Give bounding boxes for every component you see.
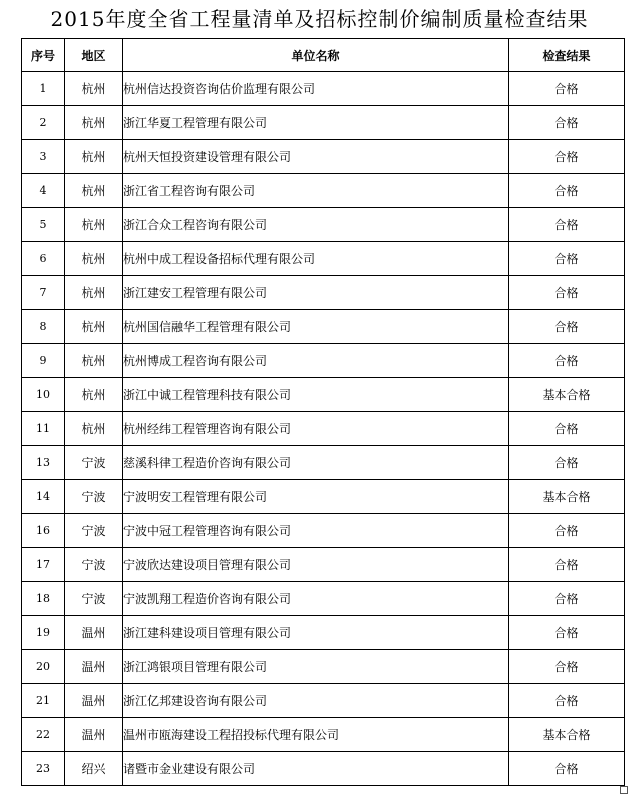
seq-cell: 21	[22, 684, 65, 718]
result-cell: 合格	[509, 616, 625, 650]
result-cell: 基本合格	[509, 718, 625, 752]
seq-cell: 16	[22, 514, 65, 548]
page-corner-marker	[620, 786, 628, 794]
company-name-cell: 浙江建安工程管理有限公司	[123, 276, 509, 310]
company-name-cell: 浙江建科建设项目管理有限公司	[123, 616, 509, 650]
result-cell: 合格	[509, 650, 625, 684]
seq-cell: 11	[22, 412, 65, 446]
region-cell: 宁波	[65, 514, 123, 548]
company-name-cell: 杭州经纬工程管理咨询有限公司	[123, 412, 509, 446]
region-cell: 杭州	[65, 310, 123, 344]
region-cell: 杭州	[65, 412, 123, 446]
region-cell: 杭州	[65, 72, 123, 106]
seq-cell: 18	[22, 582, 65, 616]
result-cell: 合格	[509, 140, 625, 174]
table-row	[22, 412, 625, 446]
header-seq: 序号	[22, 39, 65, 72]
seq-cell: 6	[22, 242, 65, 276]
header-region: 地区	[65, 39, 123, 72]
seq-cell: 2	[22, 106, 65, 140]
result-cell: 合格	[509, 446, 625, 480]
inspection-results-table	[21, 38, 625, 786]
seq-cell: 14	[22, 480, 65, 514]
company-name-cell: 杭州国信融华工程管理有限公司	[123, 310, 509, 344]
company-name-cell: 宁波凯翔工程造价咨询有限公司	[123, 582, 509, 616]
seq-cell: 7	[22, 276, 65, 310]
table-row	[22, 548, 625, 582]
result-cell: 合格	[509, 684, 625, 718]
result-cell: 合格	[509, 412, 625, 446]
seq-cell: 5	[22, 208, 65, 242]
company-name-cell: 杭州天恒投资建设管理有限公司	[123, 140, 509, 174]
company-name-cell: 杭州信达投资咨询估价监理有限公司	[123, 72, 509, 106]
result-cell: 合格	[509, 310, 625, 344]
company-name-cell: 浙江中诚工程管理科技有限公司	[123, 378, 509, 412]
company-name-cell: 诸暨市金业建设有限公司	[123, 752, 509, 786]
table-row	[22, 242, 625, 276]
region-cell: 杭州	[65, 344, 123, 378]
region-cell: 宁波	[65, 548, 123, 582]
table-row	[22, 106, 625, 140]
table-header-row	[22, 39, 625, 72]
table-row	[22, 514, 625, 548]
seq-cell: 9	[22, 344, 65, 378]
table-row	[22, 344, 625, 378]
result-cell: 合格	[509, 276, 625, 310]
result-cell: 合格	[509, 174, 625, 208]
table-row	[22, 310, 625, 344]
result-cell: 合格	[509, 208, 625, 242]
company-name-cell: 浙江鸿银项目管理有限公司	[123, 650, 509, 684]
region-cell: 杭州	[65, 208, 123, 242]
company-name-cell: 温州市瓯海建设工程招投标代理有限公司	[123, 718, 509, 752]
table-row	[22, 72, 625, 106]
seq-cell: 13	[22, 446, 65, 480]
seq-cell: 17	[22, 548, 65, 582]
company-name-cell: 宁波明安工程管理有限公司	[123, 480, 509, 514]
region-cell: 杭州	[65, 140, 123, 174]
table-row	[22, 582, 625, 616]
seq-cell: 19	[22, 616, 65, 650]
region-cell: 宁波	[65, 582, 123, 616]
region-cell: 宁波	[65, 446, 123, 480]
table-row	[22, 174, 625, 208]
result-cell: 合格	[509, 72, 625, 106]
region-cell: 杭州	[65, 378, 123, 412]
region-cell: 杭州	[65, 174, 123, 208]
region-cell: 杭州	[65, 106, 123, 140]
company-name-cell: 杭州中成工程设备招标代理有限公司	[123, 242, 509, 276]
result-cell: 合格	[509, 242, 625, 276]
result-cell: 合格	[509, 514, 625, 548]
region-cell: 绍兴	[65, 752, 123, 786]
table-row	[22, 446, 625, 480]
result-cell: 基本合格	[509, 480, 625, 514]
company-name-cell: 浙江合众工程咨询有限公司	[123, 208, 509, 242]
result-cell: 合格	[509, 548, 625, 582]
region-cell: 温州	[65, 616, 123, 650]
table-row	[22, 276, 625, 310]
table-row	[22, 378, 625, 412]
result-cell: 合格	[509, 344, 625, 378]
seq-cell: 8	[22, 310, 65, 344]
table-row	[22, 650, 625, 684]
seq-cell: 22	[22, 718, 65, 752]
company-name-cell: 慈溪科律工程造价咨询有限公司	[123, 446, 509, 480]
result-cell: 合格	[509, 582, 625, 616]
table-row	[22, 718, 625, 752]
result-cell: 合格	[509, 106, 625, 140]
table-body	[22, 72, 625, 786]
seq-cell: 4	[22, 174, 65, 208]
company-name-cell: 浙江省工程咨询有限公司	[123, 174, 509, 208]
company-name-cell: 浙江华夏工程管理有限公司	[123, 106, 509, 140]
seq-cell: 23	[22, 752, 65, 786]
document-title: 2015年度全省工程量清单及招标控制价编制质量检查结果	[50, 7, 589, 31]
region-cell: 杭州	[65, 276, 123, 310]
table-row	[22, 616, 625, 650]
table-row	[22, 208, 625, 242]
result-cell: 合格	[509, 752, 625, 786]
region-cell: 宁波	[65, 480, 123, 514]
region-cell: 温州	[65, 650, 123, 684]
table-row	[22, 752, 625, 786]
company-name-cell: 浙江亿邦建设咨询有限公司	[123, 684, 509, 718]
header-company-name: 单位名称	[123, 39, 509, 72]
result-cell: 基本合格	[509, 378, 625, 412]
table-row	[22, 684, 625, 718]
company-name-cell: 杭州博成工程咨询有限公司	[123, 344, 509, 378]
seq-cell: 20	[22, 650, 65, 684]
seq-cell: 10	[22, 378, 65, 412]
seq-cell: 1	[22, 72, 65, 106]
region-cell: 杭州	[65, 242, 123, 276]
seq-cell: 3	[22, 140, 65, 174]
table-row	[22, 140, 625, 174]
region-cell: 温州	[65, 684, 123, 718]
company-name-cell: 宁波中冠工程管理咨询有限公司	[123, 514, 509, 548]
region-cell: 温州	[65, 718, 123, 752]
table-row	[22, 480, 625, 514]
header-result: 检查结果	[509, 39, 625, 72]
company-name-cell: 宁波欣达建设项目管理有限公司	[123, 548, 509, 582]
